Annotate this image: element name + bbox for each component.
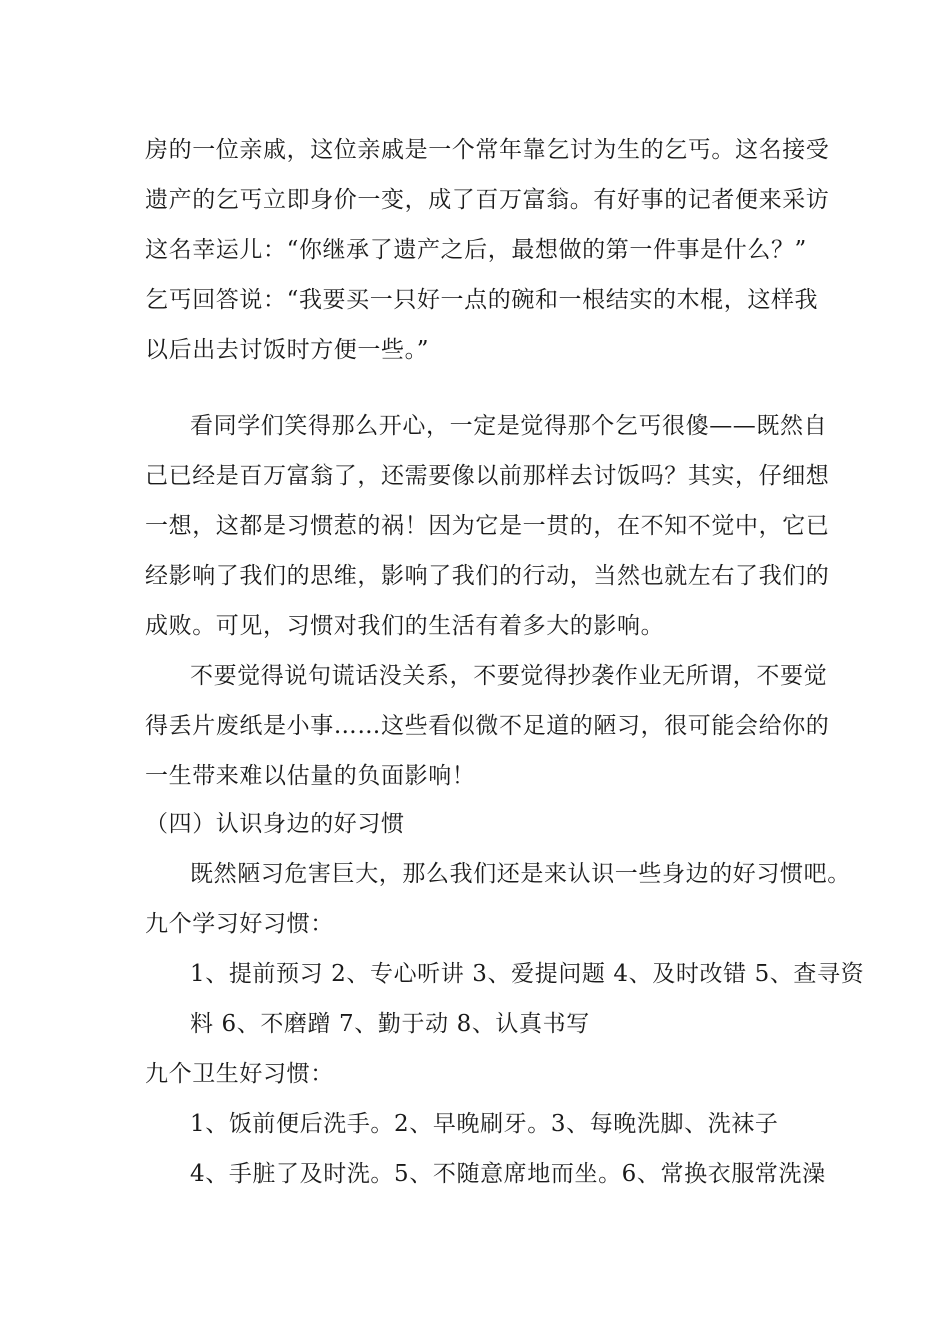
paragraph-line: 经影响了我们的思维，影响了我们的行动，当然也就左右了我们的	[145, 563, 830, 589]
paragraph-line: 遗产的乞丐立即身价一变，成了百万富翁。有好事的记者便来采访	[145, 187, 830, 213]
list-item: 料 6、不磨蹭 7、勤于动 8、认真书写	[190, 1011, 590, 1037]
paragraph-line: 以后出去讨饭时方便一些。”	[145, 337, 430, 363]
list-heading: 九个卫生好习惯：	[145, 1061, 334, 1087]
list-item: 1、饭前便后洗手。2、早晚刷牙。3、每晚洗脚、洗袜子	[190, 1111, 779, 1137]
section-heading: （四）认识身边的好习惯	[145, 811, 405, 837]
list-item: 4、手脏了及时洗。5、不随意席地而坐。6、常换衣服常洗澡	[190, 1161, 826, 1187]
paragraph-line: 一生带来难以估量的负面影响！	[145, 763, 476, 789]
paragraph-line: 乞丐回答说：“我要买一只好一点的碗和一根结实的木棍，这样我	[145, 287, 819, 313]
paragraph-line: 一想，这都是习惯惹的祸！因为它是一贯的，在不知不觉中，它已	[145, 513, 830, 539]
paragraph-line: 成败。可见，习惯对我们的生活有着多大的影响。	[145, 613, 665, 639]
paragraph-line: 看同学们笑得那么开心，一定是觉得那个乞丐很傻——既然自	[190, 413, 828, 439]
paragraph-line: 不要觉得说句谎话没关系，不要觉得抄袭作业无所谓，不要觉	[190, 663, 828, 689]
paragraph-line: 这名幸运儿：“你继承了遗产之后，最想做的第一件事是什么？”	[145, 237, 807, 263]
list-heading: 九个学习好习惯：	[145, 911, 334, 937]
paragraph-line: 己已经是百万富翁了，还需要像以前那样去讨饭吗？其实，仔细想	[145, 463, 830, 489]
paragraph-line: 既然陋习危害巨大，那么我们还是来认识一些身边的好习惯吧。	[190, 861, 851, 887]
paragraph-line: 房的一位亲戚，这位亲戚是一个常年靠乞讨为生的乞丐。这名接受	[145, 137, 830, 163]
paragraph-line: 得丢片废纸是小事……这些看似微不足道的陋习，很可能会给你的	[145, 713, 830, 739]
list-item: 1、提前预习 2、专心听讲 3、爱提问题 4、及时改错 5、查寻资	[190, 961, 865, 987]
